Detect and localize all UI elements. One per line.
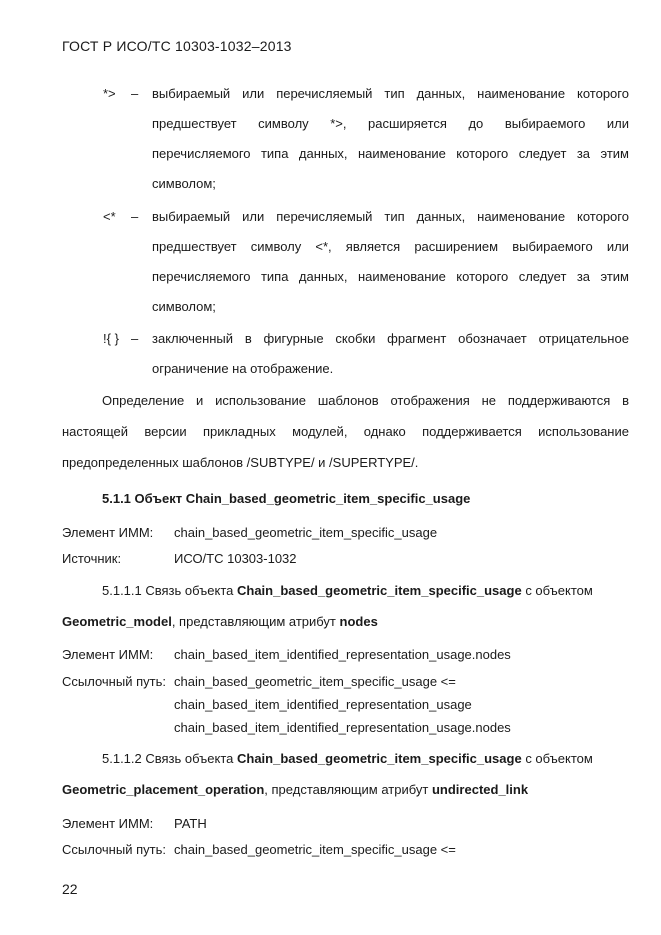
word: или — [242, 209, 265, 224]
word: предшествует — [152, 239, 237, 254]
paragraph-line-2 — [62, 424, 629, 439]
word: данных, — [298, 269, 348, 284]
word: фигурные — [263, 331, 324, 346]
ref-path-line: chain_based_item_identified_representation_usage.nodes — [174, 720, 511, 735]
word: заключенный — [152, 331, 234, 346]
definition-symbol: *> — [103, 86, 116, 101]
word: *>, — [330, 116, 347, 131]
word: предшествует — [152, 116, 237, 131]
word: прикладных — [202, 424, 276, 439]
word: наименование — [357, 269, 446, 284]
word: отрицательное — [538, 331, 629, 346]
definition-dash: – — [131, 209, 139, 224]
ref-path-label: Ссылочный путь: — [62, 842, 166, 857]
word: не — [481, 393, 497, 408]
subsection-heading-cont — [62, 614, 378, 629]
justified-line — [62, 424, 629, 439]
definition-text — [152, 331, 629, 376]
word: за — [576, 269, 591, 284]
justified-line — [152, 146, 629, 161]
definition-symbol: !{ } — [103, 331, 119, 346]
subsection-number: 5.1.1.1 Связь объекта — [102, 583, 234, 598]
word: расширением — [414, 239, 499, 254]
subsection-heading — [102, 751, 593, 766]
word: тип — [384, 86, 405, 101]
word: наименование — [477, 209, 566, 224]
word: расширяется — [368, 116, 447, 131]
justified-line — [102, 393, 629, 408]
text-line: ограничение на отображение. — [152, 361, 334, 376]
word: скобки — [335, 331, 376, 346]
object-name: Chain_based_geometric_item_specific_usage — [237, 751, 522, 766]
elem-label: Элемент ИММ: — [62, 525, 154, 540]
elem-label: Элемент ИММ: — [62, 816, 154, 831]
section-heading: 5.1.1 Объект Chain_based_geometric_item_specific_usage — [102, 491, 471, 506]
word: наименование — [357, 146, 446, 161]
word: до — [468, 116, 484, 131]
word: в — [622, 393, 629, 408]
word: следует — [518, 269, 567, 284]
justified-line — [152, 331, 629, 346]
elem-value: chain_based_geometric_item_specific_usage — [174, 525, 438, 540]
word: однако — [363, 424, 406, 439]
word: фрагмент — [387, 331, 447, 346]
word: тип — [384, 209, 405, 224]
word: этим — [600, 269, 629, 284]
word: наименование — [477, 86, 566, 101]
word: выбираемого — [512, 239, 593, 254]
word: отображения — [390, 393, 470, 408]
word: перечисляемого — [152, 146, 251, 161]
ref-path-line: chain_based_geometric_item_specific_usage <= — [174, 842, 456, 857]
text-line: символом; — [152, 176, 216, 191]
subsection-heading-cont — [62, 782, 528, 797]
target-object: Geometric_model — [62, 614, 172, 629]
word: перечисляемого — [152, 269, 251, 284]
word: версии — [144, 424, 187, 439]
object-name: Chain_based_geometric_item_specific_usage — [237, 583, 522, 598]
word: в — [244, 331, 252, 346]
subsection-heading — [102, 583, 593, 598]
word: является — [345, 239, 401, 254]
word: следует — [518, 146, 567, 161]
word: использование — [215, 393, 306, 408]
word: выбираемый — [152, 209, 231, 224]
elem-label: Элемент ИММ: — [62, 647, 154, 662]
definition-dash: – — [131, 331, 139, 346]
word: за — [576, 146, 591, 161]
word: данных, — [416, 209, 466, 224]
word: использование — [538, 424, 629, 439]
word: поддерживаются — [507, 393, 611, 408]
source-value: ИСО/ТС 10303-1032 — [174, 551, 297, 566]
definition-text — [152, 86, 629, 191]
word: которого — [577, 209, 629, 224]
relation-text: с объектом — [525, 583, 593, 598]
word: настоящей — [62, 424, 129, 439]
justified-line — [152, 269, 629, 284]
word: этим — [600, 146, 629, 161]
document-header: ГОСТ Р ИСО/ТС 10303-1032–2013 — [62, 38, 292, 54]
word: символу — [258, 116, 309, 131]
relation-text: с объектом — [525, 751, 593, 766]
represent-text: , представляющим атрибут — [264, 782, 429, 797]
justified-line — [152, 209, 629, 224]
paragraph-line-3: предопределенных шаблонов /SUBTYPE/ и /SUPERTYPE/. — [62, 455, 419, 470]
source-label: Источник: — [62, 551, 122, 566]
justified-line — [152, 116, 629, 131]
ref-path-label: Ссылочный путь: — [62, 674, 166, 689]
word: или — [242, 86, 265, 101]
word: перечисляемый — [276, 86, 373, 101]
word: символу — [250, 239, 302, 254]
word: типа — [260, 269, 289, 284]
justified-line — [152, 239, 629, 254]
word: перечисляемый — [276, 209, 373, 224]
word: которого — [456, 146, 509, 161]
subsection-number: 5.1.1.2 Связь объекта — [102, 751, 234, 766]
ref-path-line: chain_based_item_identified_representation_usage — [174, 697, 472, 712]
ref-path-line: chain_based_geometric_item_specific_usage <= — [174, 674, 456, 689]
word: поддерживается — [422, 424, 522, 439]
word: и — [196, 393, 204, 408]
definition-symbol: <* — [103, 209, 116, 224]
word: модулей, — [292, 424, 348, 439]
definition-dash: – — [131, 86, 139, 101]
elem-value: PATH — [174, 816, 207, 831]
attribute-name: undirected_link — [431, 782, 529, 797]
justified-line — [152, 86, 629, 101]
word: или — [606, 239, 629, 254]
paragraph-line-1 — [102, 393, 629, 408]
word: обозначает — [458, 331, 527, 346]
word: которого — [456, 269, 509, 284]
word: которого — [577, 86, 629, 101]
word: Определение — [102, 393, 185, 408]
elem-value: chain_based_item_identified_representation_usage.nodes — [174, 647, 511, 662]
word: выбираемого — [504, 116, 586, 131]
target-object: Geometric_placement_operation — [62, 782, 265, 797]
word: типа — [260, 146, 289, 161]
word: <*, — [315, 239, 332, 254]
word: или — [606, 116, 629, 131]
word: данных, — [416, 86, 466, 101]
attribute-name: nodes — [339, 614, 378, 629]
text-line: символом; — [152, 299, 216, 314]
page-number: 22 — [62, 881, 78, 897]
definition-text — [152, 209, 629, 314]
word: данных, — [298, 146, 348, 161]
word: шаблонов — [317, 393, 379, 408]
word: выбираемый — [152, 86, 231, 101]
represent-text: , представляющим атрибут — [171, 614, 336, 629]
